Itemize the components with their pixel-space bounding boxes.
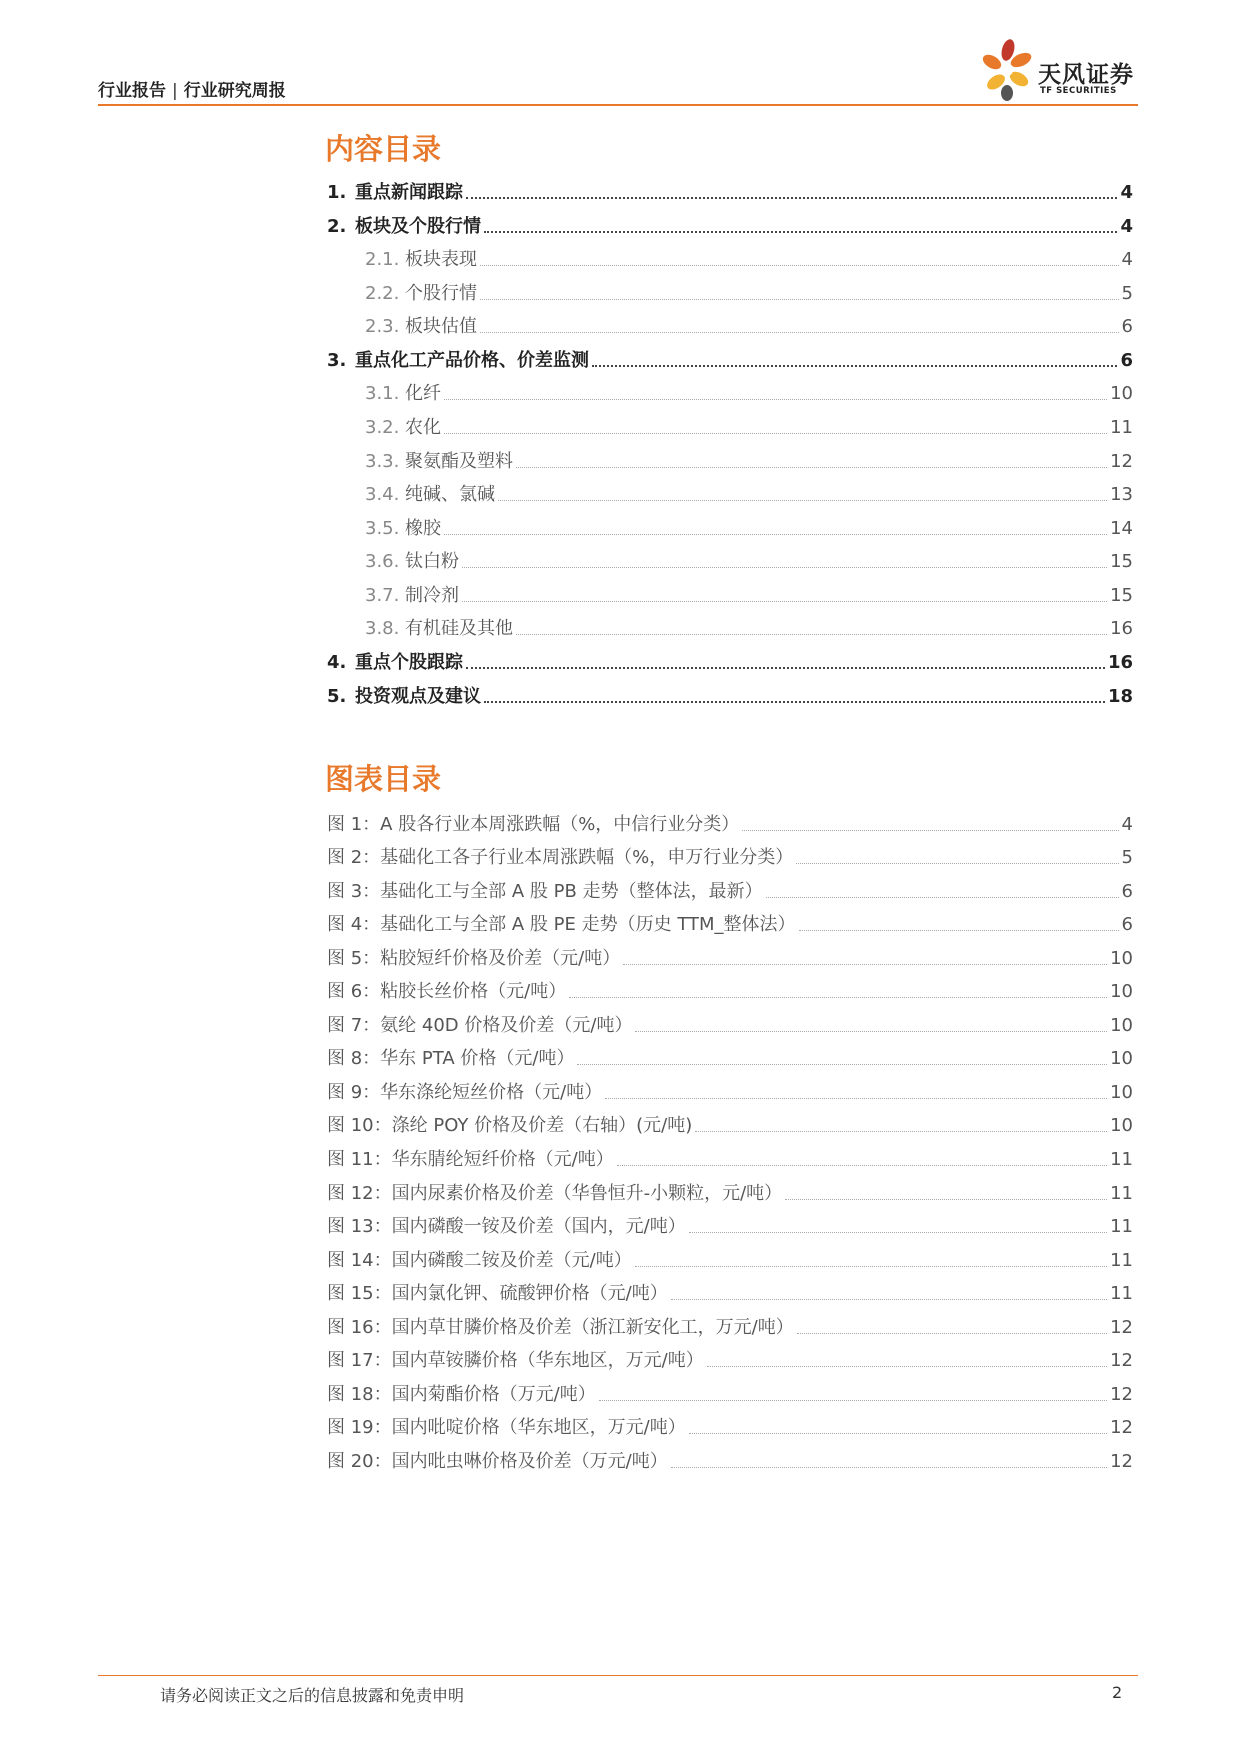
toc-item-page: 11 [1110, 417, 1133, 438]
toc-item-page: 15 [1110, 551, 1133, 572]
figure-page: 10 [1110, 1115, 1133, 1136]
figure-page: 12 [1110, 1317, 1133, 1338]
toc-item-page: 4 [1121, 249, 1133, 270]
toc-item-page: 5 [1121, 283, 1133, 304]
dot-leader [484, 230, 1117, 233]
toc-item-number: 3.1. [365, 383, 400, 404]
figure-page: 11 [1110, 1216, 1133, 1237]
dot-leader [480, 264, 1119, 266]
figure-page: 12 [1110, 1350, 1133, 1371]
figure-caption: 图 20：国内吡虫啉价格及价差（万元/吨） [327, 1451, 668, 1472]
toc-item-label: 个股行情 [405, 283, 477, 304]
figure-caption: 图 17：国内草铵膦价格（华东地区，万元/吨） [327, 1350, 704, 1371]
dot-leader [480, 298, 1119, 300]
toc-item[interactable] [327, 214, 1133, 238]
figure-caption: 图 12：国内尿素价格及价差（华鲁恒升-小颗粒，元/吨） [327, 1183, 783, 1204]
figure-caption: 图 18：国内菊酯价格（万元/吨） [327, 1384, 596, 1405]
figure-list-item[interactable] [327, 1080, 1133, 1104]
figure-caption: 图 13：国内磷酸一铵及价差（国内，元/吨） [327, 1216, 686, 1237]
toc-subitem[interactable] [365, 381, 1133, 405]
toc-subitem[interactable] [365, 415, 1133, 439]
dot-leader [466, 666, 1105, 669]
dot-leader [484, 700, 1105, 703]
toc-item-number: 2. [327, 216, 347, 237]
dot-leader [689, 1231, 1107, 1233]
dot-leader [695, 1130, 1107, 1132]
figure-page: 12 [1110, 1417, 1133, 1438]
toc-subitem[interactable] [365, 616, 1133, 640]
figure-page: 5 [1121, 847, 1133, 868]
toc-item-number: 4. [327, 652, 347, 673]
figure-caption: 图 3：基础化工与全部 A 股 PB 走势（整体法，最新） [327, 881, 763, 902]
dot-leader [444, 432, 1107, 434]
figure-list-item[interactable] [327, 946, 1133, 970]
toc-subitem[interactable] [365, 516, 1133, 540]
figure-caption: 图 9：华东涤纶短丝价格（元/吨） [327, 1082, 603, 1103]
dot-leader [796, 862, 1118, 864]
figure-caption: 图 1：A 股各行业本周涨跌幅（%，中信行业分类） [327, 814, 740, 835]
figure-page: 6 [1121, 881, 1133, 902]
figure-caption: 图 15：国内氯化钾、硫酸钾价格（元/吨） [327, 1283, 668, 1304]
toc-item-label: 制冷剂 [405, 585, 459, 606]
dot-leader [799, 929, 1119, 931]
figure-list-item[interactable] [327, 879, 1133, 903]
toc-item-number: 2.1. [365, 249, 400, 270]
figure-page: 10 [1110, 1082, 1133, 1103]
figure-caption: 图 6：粘胶长丝价格（元/吨） [327, 981, 567, 1002]
toc-item-page: 15 [1110, 585, 1133, 606]
toc-item-number: 3.2. [365, 417, 400, 438]
toc-item-label: 重点化工产品价格、价差监测 [355, 350, 589, 371]
toc-item-page: 6 [1120, 350, 1133, 371]
toc-item-page: 4 [1120, 216, 1133, 237]
report-type [98, 76, 286, 101]
toc-subitem[interactable] [365, 314, 1133, 338]
report-subcategory: 行业研究周报 [183, 81, 286, 101]
figure-list-item[interactable] [327, 1214, 1133, 1238]
figure-caption: 图 7：氨纶 40D 价格及价差（元/吨） [327, 1015, 633, 1036]
figure-list-item[interactable] [327, 1348, 1133, 1372]
page-header [98, 0, 1138, 108]
figure-page: 12 [1110, 1384, 1133, 1405]
figure-caption: 图 11：华东腈纶短纤价格（元/吨） [327, 1149, 614, 1170]
toc-item-page: 4 [1120, 182, 1133, 203]
toc-subitem[interactable] [365, 583, 1133, 607]
toc-item-label: 板块及个股行情 [355, 216, 481, 237]
figure-page: 4 [1121, 814, 1133, 835]
figure-caption: 图 14：国内磷酸二铵及价差（元/吨） [327, 1250, 632, 1271]
toc-item-label: 板块表现 [405, 249, 477, 270]
dot-leader [617, 1164, 1107, 1166]
figure-caption: 图 10：涤纶 POY 价格及价差（右轴）(元/吨) [327, 1115, 693, 1136]
figure-page: 10 [1110, 981, 1133, 1002]
dot-leader [480, 331, 1119, 333]
toc-item-label: 聚氨酯及塑料 [405, 451, 513, 472]
figure-list-item[interactable] [327, 1147, 1133, 1171]
footer-divider [98, 1675, 1138, 1676]
toc-item-label: 农化 [405, 417, 441, 438]
figure-list-item[interactable] [327, 1449, 1133, 1473]
toc-item-label: 板块估值 [405, 316, 477, 337]
toc-item-number: 5. [327, 686, 347, 707]
toc-item-page: 16 [1107, 652, 1133, 673]
dot-leader [797, 1332, 1107, 1334]
toc-item-number: 2.2. [365, 283, 400, 304]
figure-list-title: 图表目录 [325, 762, 442, 796]
figure-list-item[interactable] [327, 1113, 1133, 1137]
figure-page: 10 [1110, 948, 1133, 969]
toc-item-number: 1. [327, 182, 347, 203]
figure-caption: 图 16：国内草甘膦价格及价差（浙江新安化工，万元/吨） [327, 1317, 794, 1338]
toc-item-label: 化纤 [405, 383, 441, 404]
footer-disclaimer: 请务必阅读正文之后的信息披露和免责申明 [160, 1686, 465, 1705]
toc-item[interactable] [327, 684, 1133, 708]
header-separator: | [172, 81, 178, 101]
figure-list-item[interactable] [327, 1281, 1133, 1305]
toc-item-number: 3.3. [365, 451, 400, 472]
toc-item-page: 16 [1110, 618, 1133, 639]
toc-item-number: 3.8. [365, 618, 400, 639]
toc-item-label: 有机硅及其他 [405, 618, 513, 639]
toc-item-page: 13 [1110, 484, 1133, 505]
figure-caption: 图 19：国内吡啶价格（华东地区，万元/吨） [327, 1417, 686, 1438]
toc-item-number: 2.3. [365, 316, 400, 337]
header-divider [98, 104, 1138, 106]
figure-page: 11 [1110, 1283, 1133, 1304]
dot-leader [785, 1198, 1107, 1200]
figure-list-item[interactable] [327, 912, 1133, 936]
logo-english-name: TF SECURITIES [1040, 86, 1117, 96]
figure-page: 12 [1110, 1451, 1133, 1472]
dot-leader [635, 1265, 1107, 1267]
toc-item-page: 18 [1107, 686, 1133, 707]
toc-item-label: 橡胶 [405, 518, 441, 539]
toc-item-label: 投资观点及建议 [355, 686, 481, 707]
figure-list-item[interactable] [327, 1013, 1133, 1037]
dot-leader [592, 364, 1117, 367]
toc-item-number: 3.5. [365, 518, 400, 539]
figure-page: 11 [1110, 1250, 1133, 1271]
report-category: 行业报告 [98, 81, 166, 101]
dot-leader [498, 499, 1107, 501]
figure-caption: 图 8：华东 PTA 价格（元/吨） [327, 1048, 575, 1069]
dot-leader [462, 566, 1107, 568]
toc-subitem[interactable] [365, 482, 1133, 506]
dot-leader [569, 996, 1107, 998]
toc-item-label: 重点新闻跟踪 [355, 182, 463, 203]
dot-leader [635, 1030, 1107, 1032]
toc-item-label: 重点个股跟踪 [355, 652, 463, 673]
toc-subitem[interactable] [365, 549, 1133, 573]
dot-leader [516, 466, 1107, 468]
dot-leader [766, 896, 1119, 898]
figure-page: 11 [1110, 1183, 1133, 1204]
toc-item-label: 纯碱、氯碱 [405, 484, 495, 505]
flower-logo-icon [974, 36, 1036, 102]
toc-item[interactable] [327, 348, 1133, 372]
figure-caption: 图 4：基础化工与全部 A 股 PE 走势（历史 TTM_整体法） [327, 914, 796, 935]
toc-item-number: 3.7. [365, 585, 400, 606]
dot-leader [689, 1432, 1107, 1434]
dot-leader [671, 1466, 1107, 1468]
dot-leader [671, 1298, 1107, 1300]
figure-list-item[interactable] [327, 1315, 1133, 1339]
figure-list-item[interactable] [327, 979, 1133, 1003]
figure-page: 10 [1110, 1048, 1133, 1069]
figure-list-item[interactable] [327, 1181, 1133, 1205]
toc-item-page: 10 [1110, 383, 1133, 404]
toc-item-number: 3. [327, 350, 347, 371]
dot-leader [599, 1399, 1107, 1401]
dot-leader [462, 600, 1107, 602]
figure-page: 10 [1110, 1015, 1133, 1036]
page-number: 2 [1112, 1683, 1123, 1702]
dot-leader [623, 963, 1107, 965]
figure-list-item[interactable] [327, 1382, 1133, 1406]
dot-leader [605, 1097, 1107, 1099]
toc-item-label: 钛白粉 [405, 551, 459, 572]
figure-list-item[interactable] [327, 845, 1133, 869]
figure-caption: 图 5：粘胶短纤价格及价差（元/吨） [327, 948, 621, 969]
figure-caption: 图 2：基础化工各子行业本周涨跌幅（%，申万行业分类） [327, 847, 794, 868]
dot-leader [444, 398, 1107, 400]
toc-item[interactable] [327, 650, 1133, 674]
toc-title: 内容目录 [325, 132, 442, 166]
company-logo [974, 36, 1144, 102]
dot-leader [466, 196, 1117, 199]
dot-leader [444, 533, 1107, 535]
figure-list-item[interactable] [327, 812, 1133, 836]
toc-item-page: 6 [1121, 316, 1133, 337]
figure-list-item[interactable] [327, 1415, 1133, 1439]
dot-leader [707, 1365, 1107, 1367]
toc-item-number: 3.4. [365, 484, 400, 505]
dot-leader [516, 633, 1107, 635]
toc-item-page: 14 [1110, 518, 1133, 539]
figure-page: 6 [1121, 914, 1133, 935]
toc-item[interactable] [327, 180, 1133, 204]
figure-list-item[interactable] [327, 1248, 1133, 1272]
dot-leader [577, 1063, 1107, 1065]
toc-subitem[interactable] [365, 247, 1133, 271]
logo-chinese-name: 天风证券 [1038, 62, 1134, 88]
figure-list-item[interactable] [327, 1046, 1133, 1070]
figure-page: 11 [1110, 1149, 1133, 1170]
toc-subitem[interactable] [365, 449, 1133, 473]
toc-subitem[interactable] [365, 281, 1133, 305]
toc-item-number: 3.6. [365, 551, 400, 572]
toc-item-page: 12 [1110, 451, 1133, 472]
dot-leader [742, 829, 1118, 831]
